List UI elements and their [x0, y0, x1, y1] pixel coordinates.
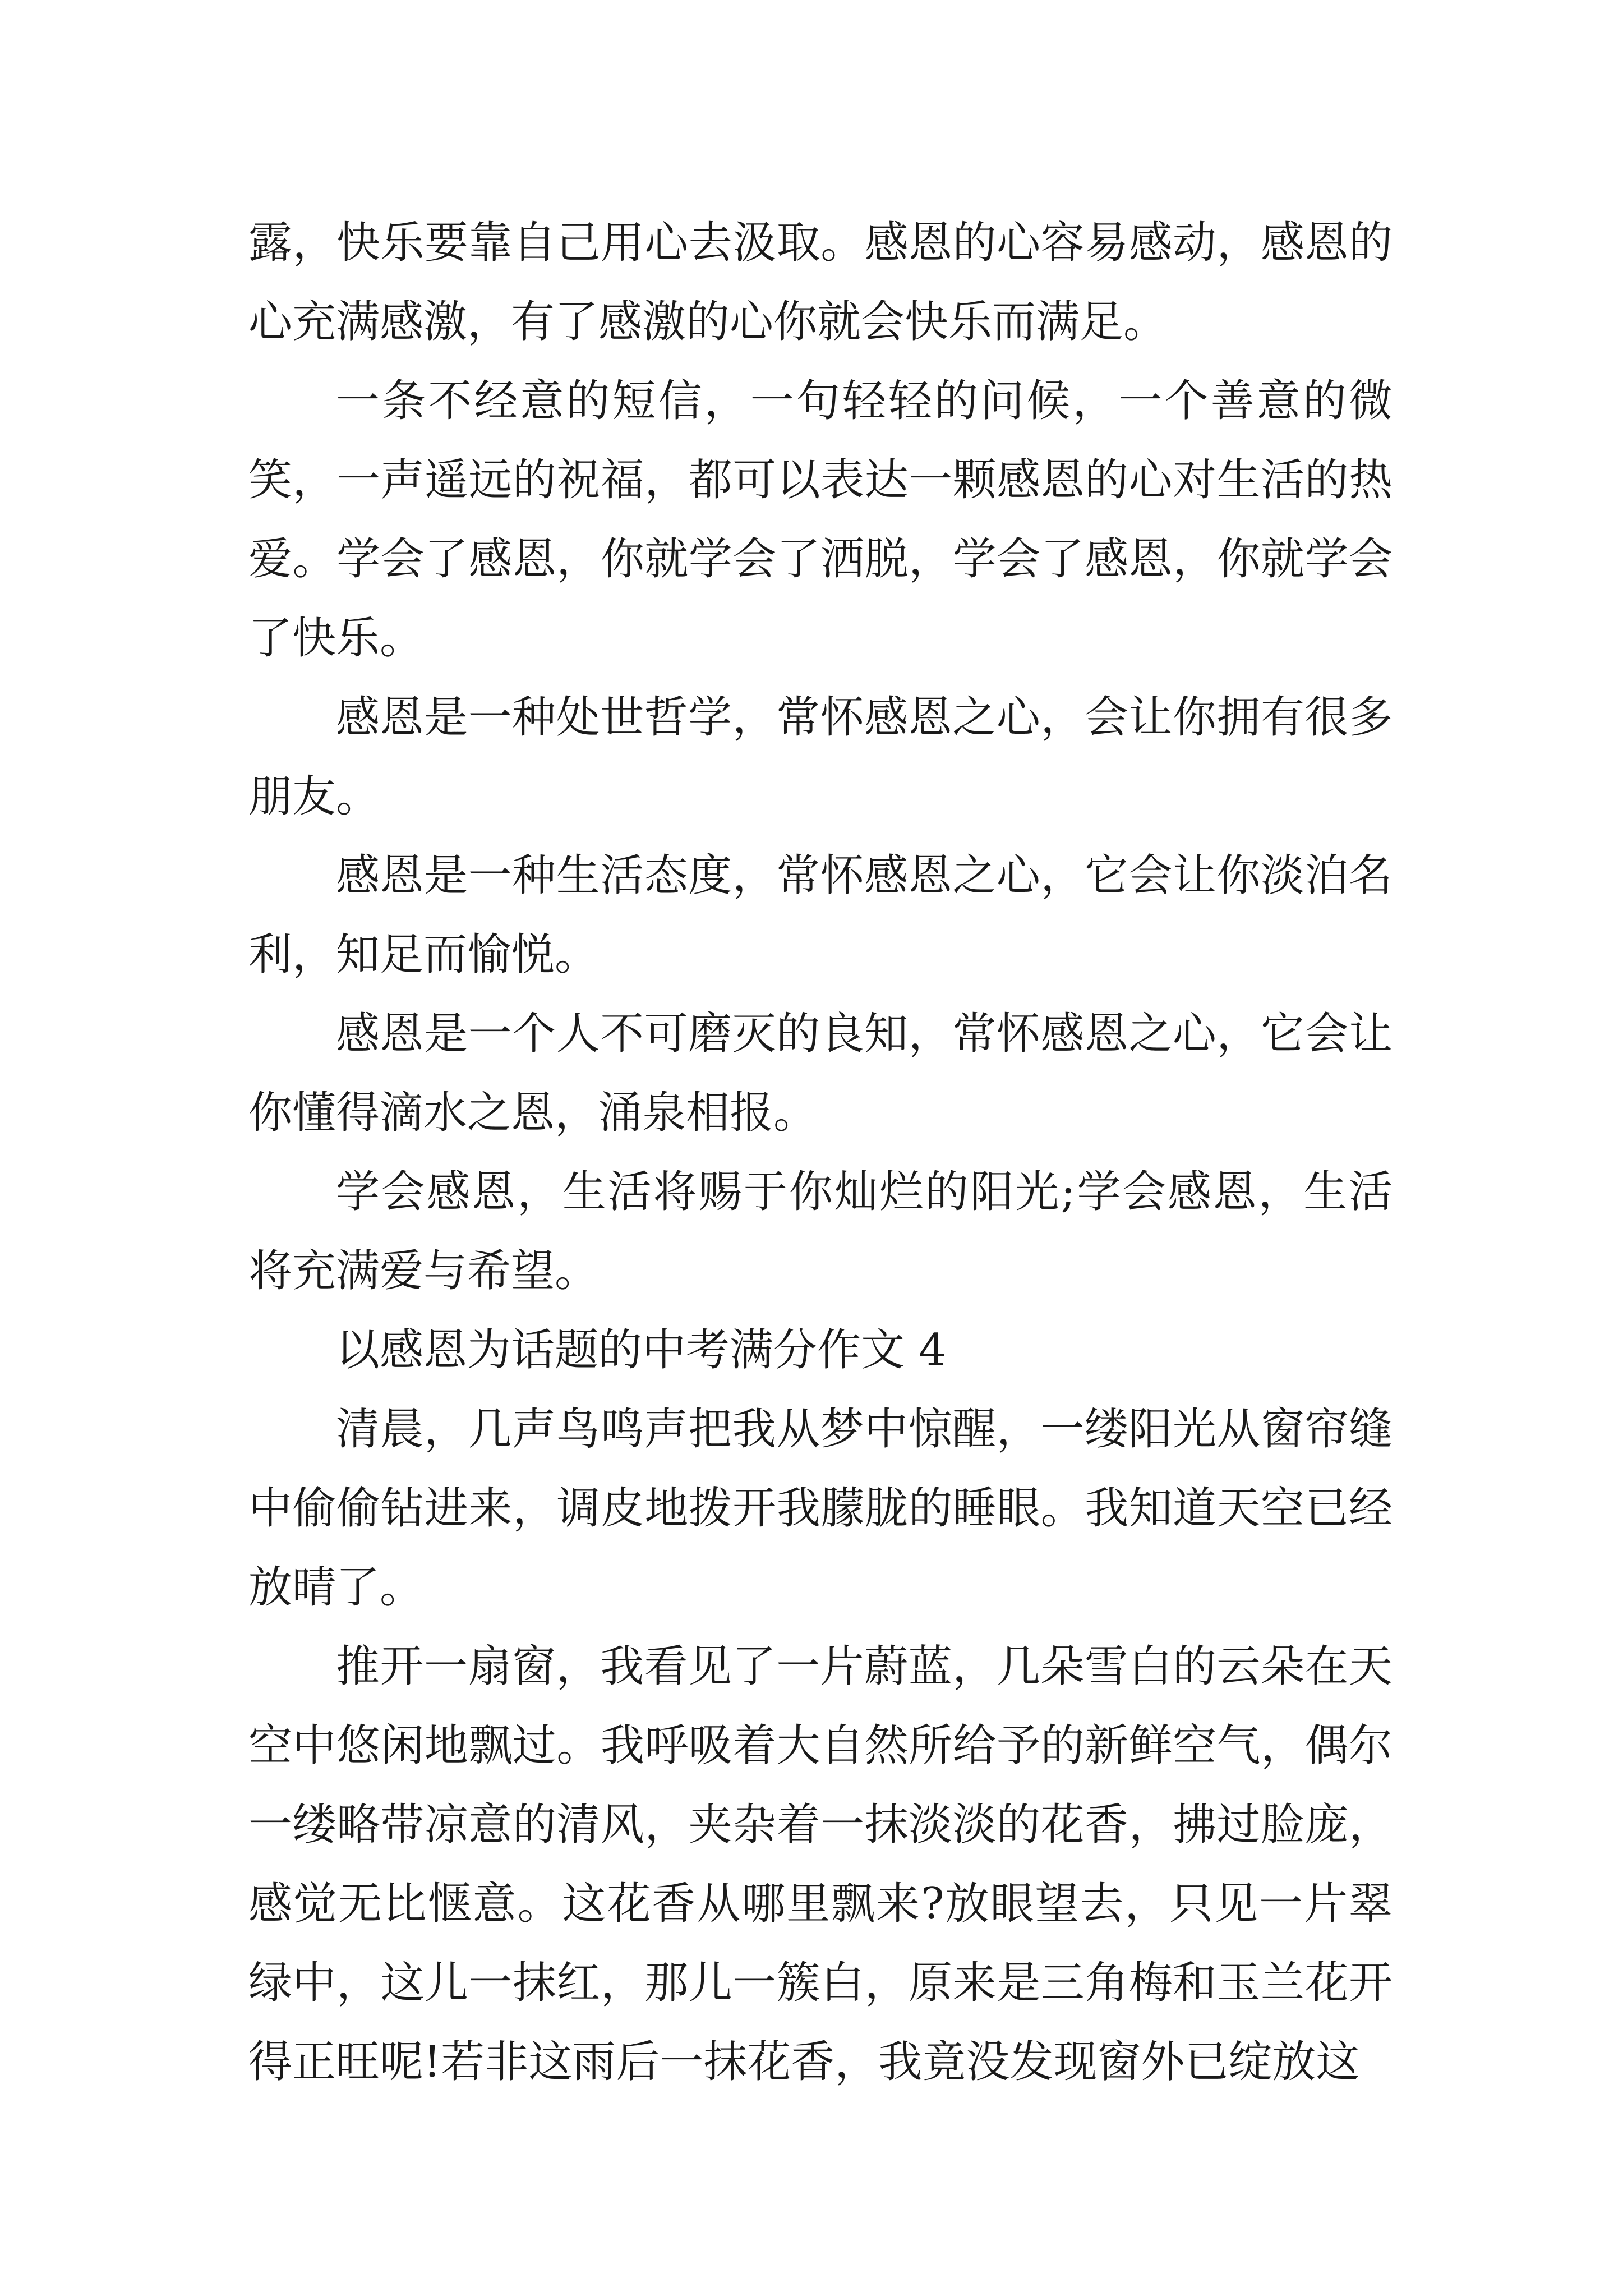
paragraph: 推开一扇窗，我看见了一片蔚蓝，几朵雪白的云朵在天空中悠闲地飘过。我呼吸着大自然所给予的新鲜空气，偶尔一缕略带凉意的清风，夹杂着一抹淡淡的花香，拂过脸庞，感觉无比惬意。这花香从哪里飘来?放眼望去，只见一片翠绿中，这儿一抹红，那儿一簇白，原来是三角梅和玉兰花开得正旺呢!若非这雨后一抹花香，我竟没发现窗外已绽放这: [248, 1641, 1393, 2087]
paragraph: 学会感恩，生活将赐于你灿烂的阳光;学会感恩，生活将充满爱与希望。: [248, 1167, 1393, 1296]
section-heading: 以感恩为话题的中考满分作文 4: [336, 1325, 947, 1375]
paragraph: 感恩是一个人不可磨灭的良知，常怀感恩之心，它会让你懂得滴水之恩，涌泉相报。: [248, 1009, 1393, 1138]
paragraph: 清晨，几声鸟鸣声把我从梦中惊醒，一缕阳光从窗帘缝中偷偷钻进来，调皮地拨开我朦胧的睡眼。我知道天空已经放晴了。: [248, 1404, 1393, 1613]
paragraph: 一条不经意的短信，一句轻轻的问候，一个善意的微笑，一声遥远的祝福，都可以表达一颗感恩的心对生活的热爱。学会了感恩，你就学会了洒脱，学会了感恩，你就学会了快乐。: [248, 376, 1393, 664]
paragraph-continuation: 露，快乐要靠自己用心去汲取。感恩的心容易感动，感恩的心充满感激，有了感激的心你就会快乐而满足。: [248, 218, 1393, 347]
body-text: [248, 204, 1393, 2102]
paragraph: 感恩是一种处世哲学，常怀感恩之心，会让你拥有很多朋友。: [248, 692, 1393, 822]
paragraph: 感恩是一种生活态度，常怀感恩之心，它会让你淡泊名利，知足而愉悦。: [248, 850, 1393, 980]
